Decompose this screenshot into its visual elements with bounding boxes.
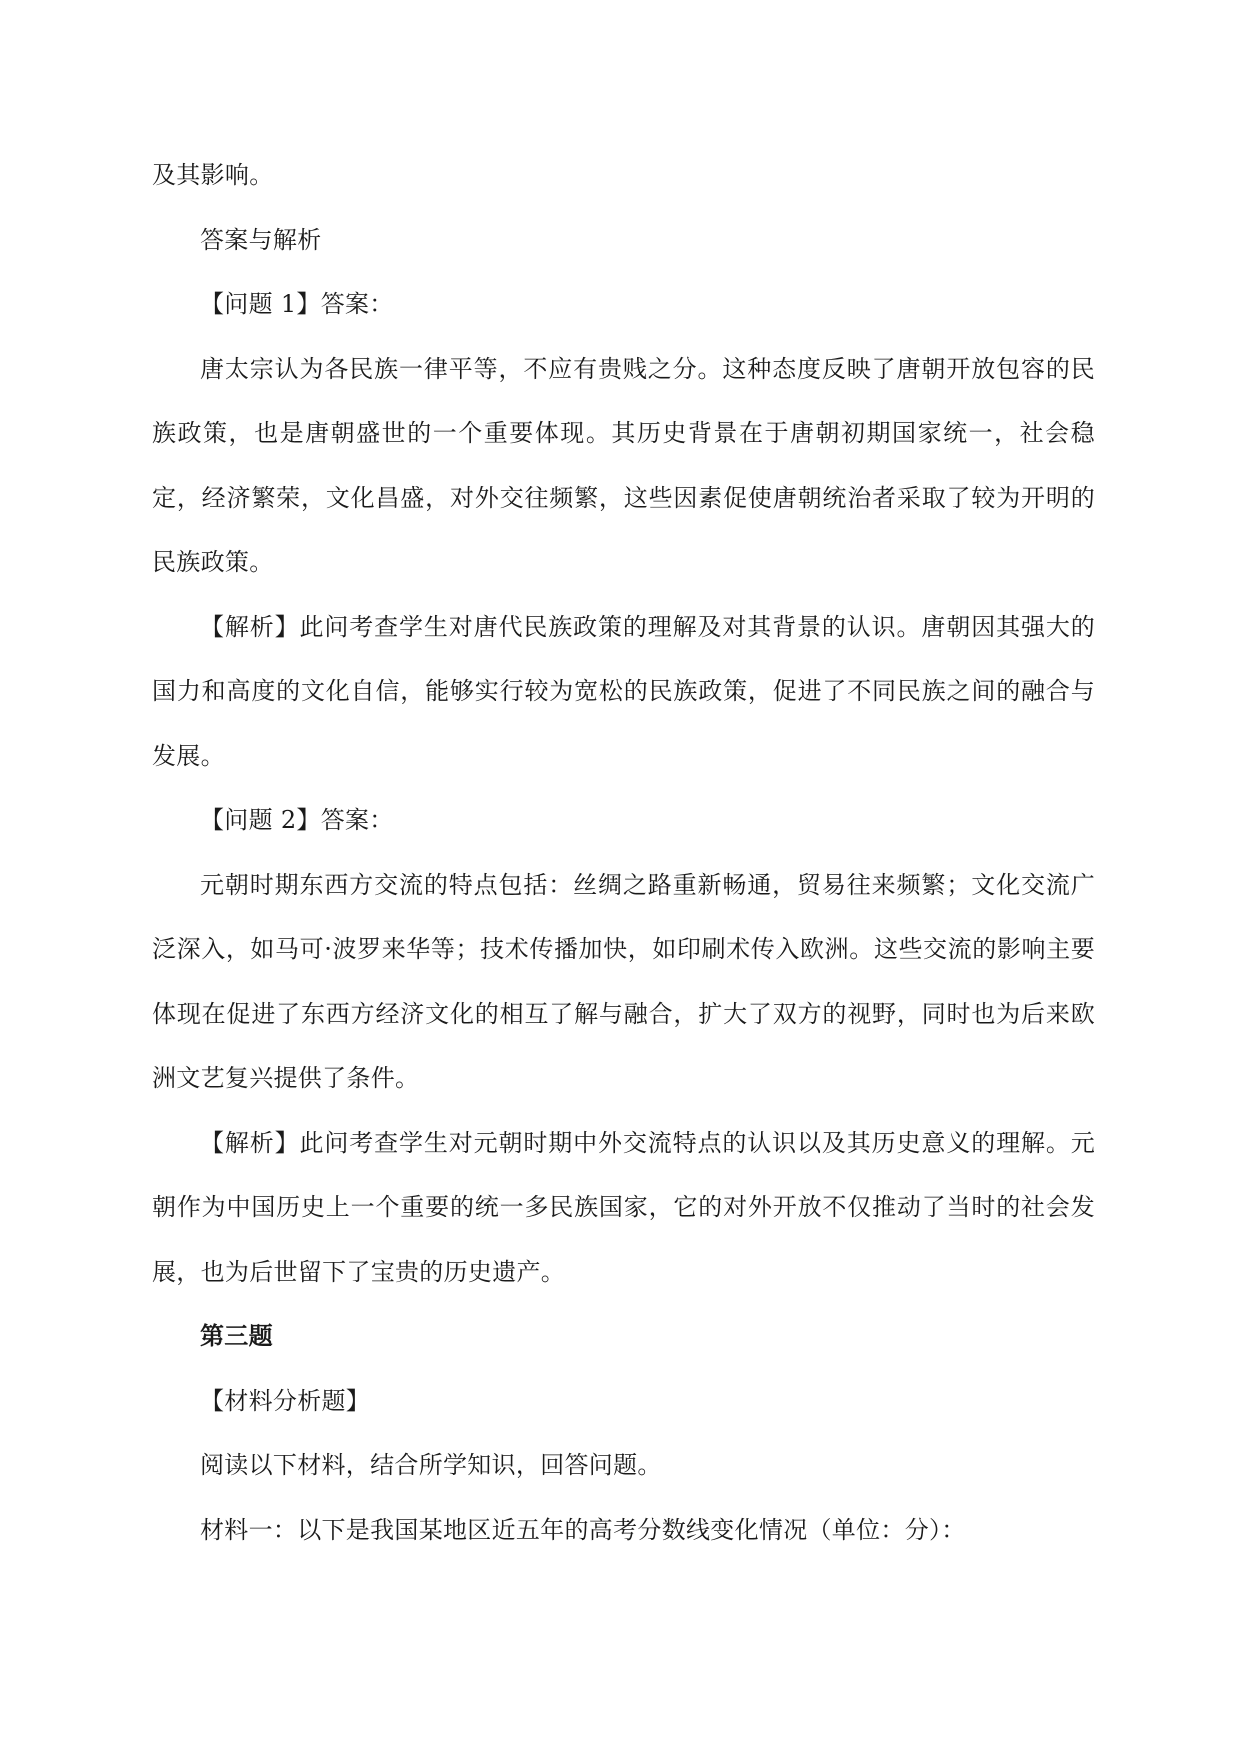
instruction-text: 阅读以下材料，结合所学知识，回答问题。 xyxy=(200,1451,662,1479)
question-1-analysis: 【解析】此问考查学生对唐代民族政策的理解及对其背景的认识。唐朝因其强大的国力和高度的文化自信，能够实行较为宽松的民族政策，促进了不同民族之间的融合与发展。 xyxy=(152,612,1095,770)
document-body xyxy=(152,143,1095,1562)
question-2-answer-text: 元朝时期东西方交流的特点包括：丝绸之路重新畅通，贸易往来频繁；文化交流广泛深入，如马可·波罗来华等；技术传播加快，如印刷术传入欧洲。这些交流的影响主要体现在促进了东西方经济文化的相互了解与融合，扩大了双方的视野，同时也为后来欧洲文艺复兴提供了条件。 xyxy=(152,870,1095,1092)
question-3-heading: 第三题 xyxy=(200,1321,273,1350)
question-1-answer-label: 【问题 1】答案： xyxy=(200,290,394,318)
question-2-answer-label: 【问题 2】答案： xyxy=(200,806,394,834)
section-heading-answers: 答案与解析 xyxy=(200,225,322,254)
material-one-text: 材料一：以下是我国某地区近五年的高考分数线变化情况（单位：分）： xyxy=(200,1515,966,1544)
question-1-answer-text: 唐太宗认为各民族一律平等，不应有贵贱之分。这种态度反映了唐朝开放包容的民族政策，也是唐朝盛世的一个重要体现。其历史背景在于唐朝初期国家统一，社会稳定，经济繁荣，文化昌盛，对外交往频繁，这些因素促使唐朝统治者采取了较为开明的民族政策。 xyxy=(152,354,1095,576)
paragraph-continuation: 及其影响。 xyxy=(152,161,274,189)
question-type-label: 【材料分析题】 xyxy=(200,1386,371,1415)
question-2-analysis: 【解析】此问考查学生对元朝时期中外交流特点的认识以及其历史意义的理解。元朝作为中国历史上一个重要的统一多民族国家，它的对外开放不仅推动了当时的社会发展，也为后世留下了宝贵的历史遗产。 xyxy=(152,1128,1095,1286)
